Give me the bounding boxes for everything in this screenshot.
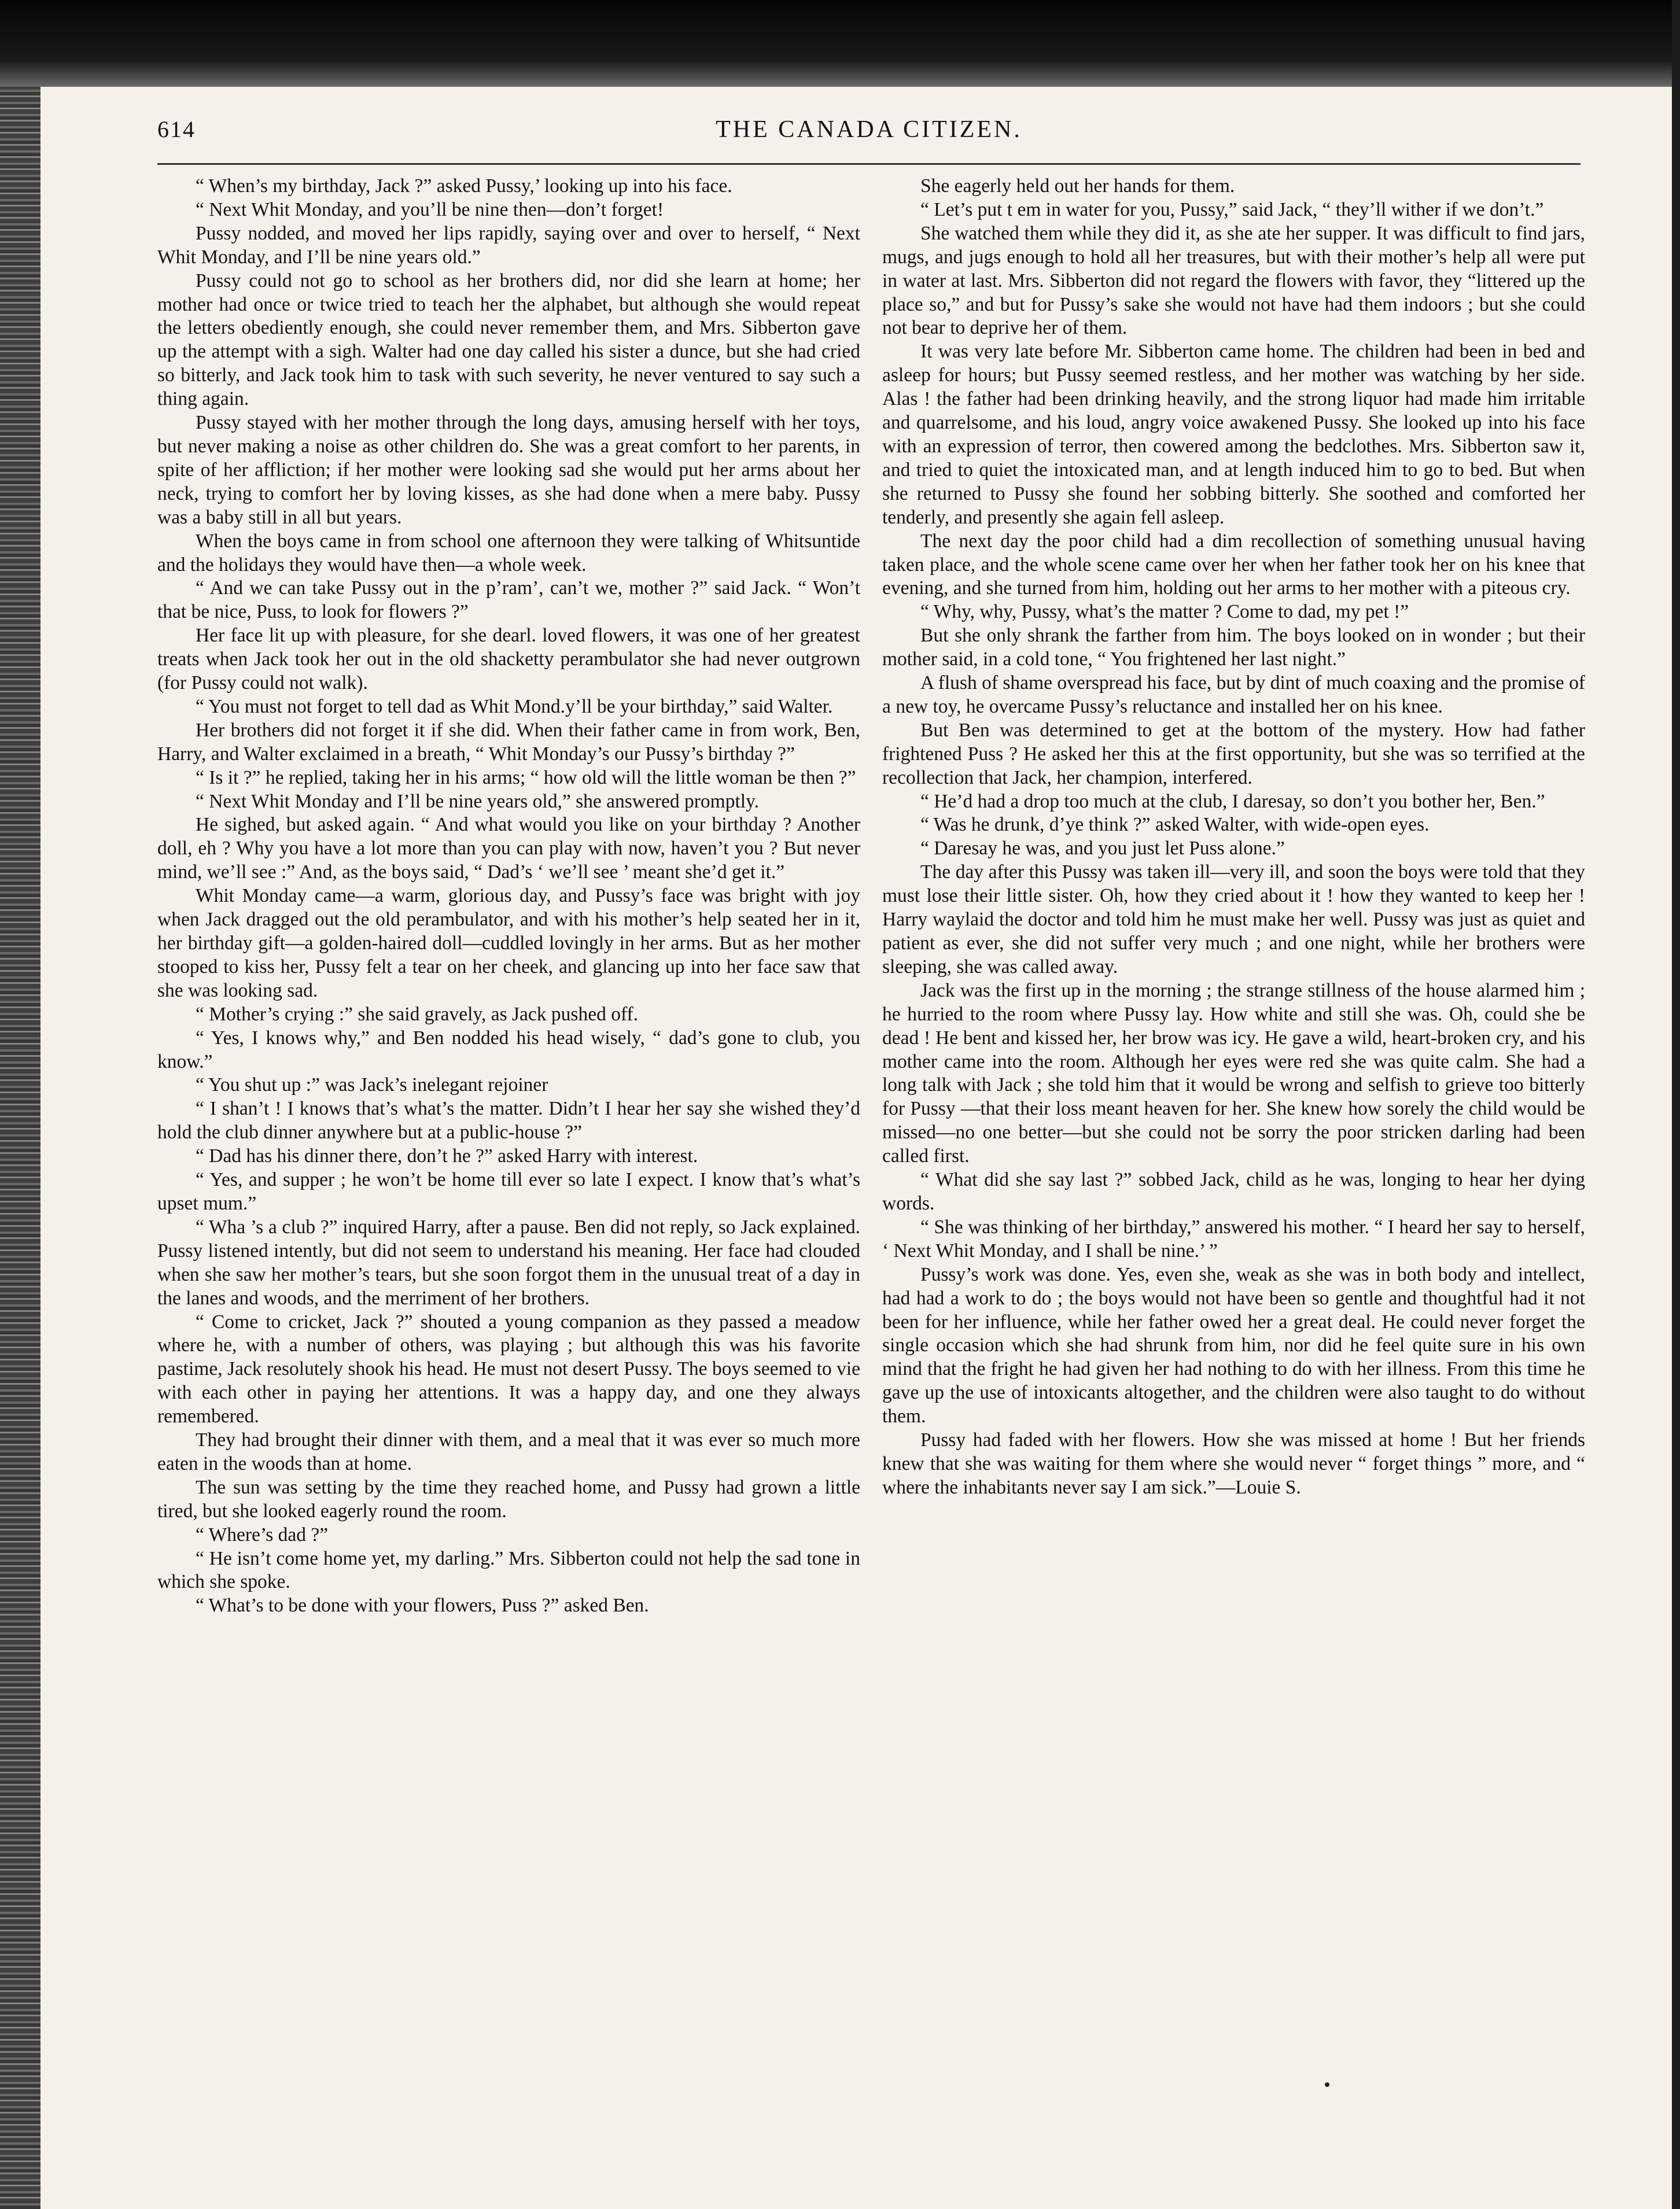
page-header (157, 116, 1580, 157)
paragraph: The next day the poor child had a dim recollection of something unusual having taken place, and the whole scene came over her when her father took her on his knee that evening, and she turned from him, holding out her arms to her mother with a piteous cry. (882, 530, 1585, 599)
paragraph: Whit Monday came—a warm, glorious day, and Pussy’s face was bright with joy when Jack dragged out the old perambulator, and with his mother’s help seated her in it, her birthday gift—a golden-haired doll—cuddled lovingly in her arms. But as her mother stooped to kiss her, Pussy felt a tear on her cheek, and glancing up into her face saw that she was looking sad. (157, 885, 860, 1001)
paragraph: But Ben was determined to get at the bottom of the mystery. How had father frightened Puss ? He asked her this at the first opportunity, but she was so terrified at the recollection that Jack, her champion, interfered. (882, 719, 1585, 788)
left-column (157, 175, 860, 2130)
paragraph: “ Yes, I knows why,” and Ben nodded his head wisely, “ dad’s gone to club, you know.” (157, 1027, 860, 1072)
binding-edge (0, 87, 40, 2209)
paragraph: “ Why, why, Pussy, what’s the matter ? Come to dad, my pet !” (920, 601, 1409, 623)
paragraph: “ You must not forget to tell dad as Whit Mond.y’ll be your birthday,” said Walter. (196, 695, 833, 717)
page-number: 614 (157, 116, 196, 142)
publication-title: THE CANADA CITIZEN. (716, 116, 1022, 143)
paragraph: “ Next Whit Monday, and you’ll be nine then—don’t forget! (196, 198, 664, 220)
print-speck (1325, 2082, 1329, 2087)
paragraph: It was very late before Mr. Sibberton came home. The children had been in bed and asleep for hours; but Pussy seemed restless, and her mother was watching by her side. Alas ! the father had been drinking heavily, and the strong liquor had made him irritable and quarrelsome, and his loud, angry voice awakened Pussy. She looked up into his face with an expression of terror, then cowered among the bedclothes. Mrs. Sibberton saw it, and tried to quiet the intoxicated man, and at length induced him to go to bed. But when she returned to Pussy she found her sobbing bitterly. She soothed and comforted her tenderly, and presently she again fell asleep. (882, 341, 1585, 528)
paragraph: “ He isn’t come home yet, my darling.” Mrs. Sibberton could not help the sad tone in which she spoke. (157, 1547, 860, 1593)
paragraph: The sun was setting by the time they reached home, and Pussy had grown a little tired, but she looked eagerly round the room. (157, 1476, 860, 1522)
paragraph: “ What’s to be done with your flowers, Puss ?” asked Ben. (196, 1595, 649, 1617)
paragraph: “ Dad has his dinner there, don’t he ?” asked Harry with interest. (196, 1145, 698, 1167)
paragraph: Pussy stayed with her mother through the long days, amusing herself with her toys, but never making a noise as other children do. She was a great comfort to her parents, in spite of her affliction; if her mother were looking sad she would put her arms about her neck, trying to comfort her by loving kisses, as she had done when a mere baby. Pussy was a baby still in all but years. (157, 412, 860, 528)
paragraph: Pussy had faded with her flowers. How she was missed at home ! But her friends knew that she was waiting for them where she would never “ forget things ” more, and “ where the inhabitants never say I am sick.”—Louie S. (882, 1429, 1585, 1498)
paragraph: “ You shut up :” was Jack’s inelegant rejoiner (196, 1074, 548, 1096)
paragraph: “ Daresay he was, and you just let Puss alone.” (920, 838, 1285, 860)
paragraph: She watched them while they did it, as she ate her supper. It was difficult to find jars, mugs, and jugs enough to hold all her treasures, but with their mother’s help all were put in water at last. Mrs. Sibberton did not regard the flowers with favor, they “littered up the place so,” and but for Pussy’s sake she would not have had them indoors ; but she could not bear to deprive her of them. (882, 222, 1585, 339)
paragraph: Her brothers did not forget it if she did. When their father came in from work, Ben, Harry, and Walter exclaimed in a breath, “ Whit Monday’s our Pussy’s birthday ?” (157, 719, 860, 765)
paragraph: But she only shrank the farther from him. The boys looked on in wonder ; but their mother said, in a cold tone, “ You frightened her last night.” (882, 625, 1585, 670)
paragraph: Pussy nodded, and moved her lips rapidly, saying over and over to herself, “ Next Whit Monday, and I’ll be nine years old.” (157, 222, 860, 268)
paragraph: She eagerly held out her hands for them. (920, 175, 1235, 197)
paragraph: A flush of shame overspread his face, but by dint of much coaxing and the promise of a new toy, he overcame Pussy’s reluctance and installed her on his knee. (882, 672, 1585, 717)
paragraph: “ Mother’s crying :” she said gravely, as Jack pushed off. (196, 1003, 639, 1025)
paragraph: “ Yes, and supper ; he won’t be home till ever so late I expect. I know that’s what’s upset mum.” (157, 1169, 860, 1214)
paragraph: The day after this Pussy was taken ill—very ill, and soon the boys were told that they must lose their little sister. Oh, how they cried about it ! how they wanted to keep her ! Harry waylaid the doctor and told him he must make her well. Pussy was just as quiet and patient as ever, she did not suffer very much ; and one night, while her brothers were sleeping, she was called away. (882, 861, 1585, 978)
paragraph: “ Where’s dad ?” (196, 1524, 329, 1546)
paragraph: Jack was the first up in the morning ; the strange stillness of the house alarmed him ; he hurried to the room where Pussy lay. How white and still she was. Oh, could she be dead ! He bent and kissed her, her brow was icy. He gave a wild, heart-broken cry, and his mother came into the room. Although her eyes were red she was quite calm. She had a long talk with Jack ; she told him that it would be wrong and selfish to grieve too bitterly for Pussy —that their loss meant heaven for her. She knew how sorely the child would be missed—no one better—but she could not be sorry the poor stricken darling had been called first. (882, 979, 1585, 1167)
paragraph: “ She was thinking of her birthday,” answered his mother. “ I heard her say to herself, ‘ Next Whit Monday, and I shall be nine.’ ” (882, 1216, 1585, 1262)
paragraph: “ Is it ?” he replied, taking her in his arms; “ how old will the little woman be then ?” (196, 766, 856, 788)
paragraph: Pussy’s work was done. Yes, even she, weak as she was in both body and intellect, had had a work to do ; the boys would not have been so gentle and thoughtful had it not been for her influence, while her father owed her a great deal. He could never forget the single occasion which she had shrunk from him, nor did he feel quite sure in his own mind that the fright he had given her had nothing to do with her illness. From this time he gave up the use of intoxicants altogether, and the children were also taught to do without them. (882, 1263, 1585, 1428)
header-rule (157, 163, 1580, 165)
paragraph: They had brought their dinner with them, and a meal that it was ever so much more eaten in the woods than at home. (157, 1429, 860, 1474)
paragraph: “ Let’s put t em in water for you, Pussy,” said Jack, “ they’ll wither if we don’t.” (920, 198, 1544, 220)
paragraph: “ Wha ’s a club ?” inquired Harry, after a pause. Ben did not reply, so Jack explained. Pussy listened intently, but did not seem to understand his meaning. Her face had clouded when she saw her mother’s tears, but she soon forgot them in the unusual treat of a day in the lanes and woods, and the merriment of her brothers. (157, 1216, 860, 1309)
scan-top-band (0, 0, 1680, 87)
paragraph: “ Come to cricket, Jack ?” shouted a young companion as they passed a meadow where he, with a number of others, was playing ; but although this was his favorite pastime, Jack resolutely shook his head. He must not desert Pussy. The boys seemed to vie with each other in paying her attentions. It was a happy day, and one they always remembered. (157, 1311, 860, 1428)
paragraph: “ Next Whit Monday and I’ll be nine years old,” she answered promptly. (196, 790, 760, 812)
paragraph: He sighed, but asked again. “ And what would you like on your birthday ? Another doll, eh ? Why you have a lot more than you can play with now, haven’t you ? But never mind, we’ll see :” And, as the boys said, “ Dad’s ‘ we’ll see ’ meant she’d get it.” (157, 814, 860, 883)
paragraph: “ When’s my birthday, Jack ?” asked Pussy,’ looking up into his face. (196, 175, 732, 197)
paragraph: When the boys came in from school one afternoon they were talking of Whitsuntide and the holidays they would have then—a whole week. (157, 530, 860, 576)
paragraph: “ Was he drunk, d’ye think ?” asked Walter, with wide-open eyes. (920, 814, 1430, 836)
paragraph: “ And we can take Pussy out in the p’ram’, can’t we, mother ?” said Jack. “ Won’t that be nice, Puss, to look for flowers ?” (157, 577, 860, 623)
right-column (882, 175, 1585, 2130)
paragraph: “ He’d had a drop too much at the club, I daresay, so don’t you bother her, Ben.” (920, 790, 1545, 812)
paragraph: Pussy could not go to school as her brothers did, nor did she learn at home; her mother had once or twice tried to teach her the alphabet, but although she would repeat the letters obediently enough, she could never remember them, and Mrs. Sibberton gave up the attempt with a sigh. Walter had one day called his sister a dunce, but she had cried so bitterly, and Jack took him to task with such severity, he never ventured to say such a thing again. (157, 270, 860, 410)
scan-right-edge (1672, 0, 1680, 2209)
paragraph: Her face lit up with pleasure, for she dearl. loved flowers, it was one of her greatest treats when Jack took her out in the old shacketty perambulator she had never outgrown (for Pussy could not walk). (157, 625, 860, 694)
paragraph: “ What did she say last ?” sobbed Jack, child as he was, longing to hear her dying words. (882, 1169, 1585, 1214)
paragraph: “ I shan’t ! I knows that’s what’s the matter. Didn’t I hear her say she wished they’d hold the club dinner anywhere but at a public-house ?” (157, 1098, 860, 1144)
